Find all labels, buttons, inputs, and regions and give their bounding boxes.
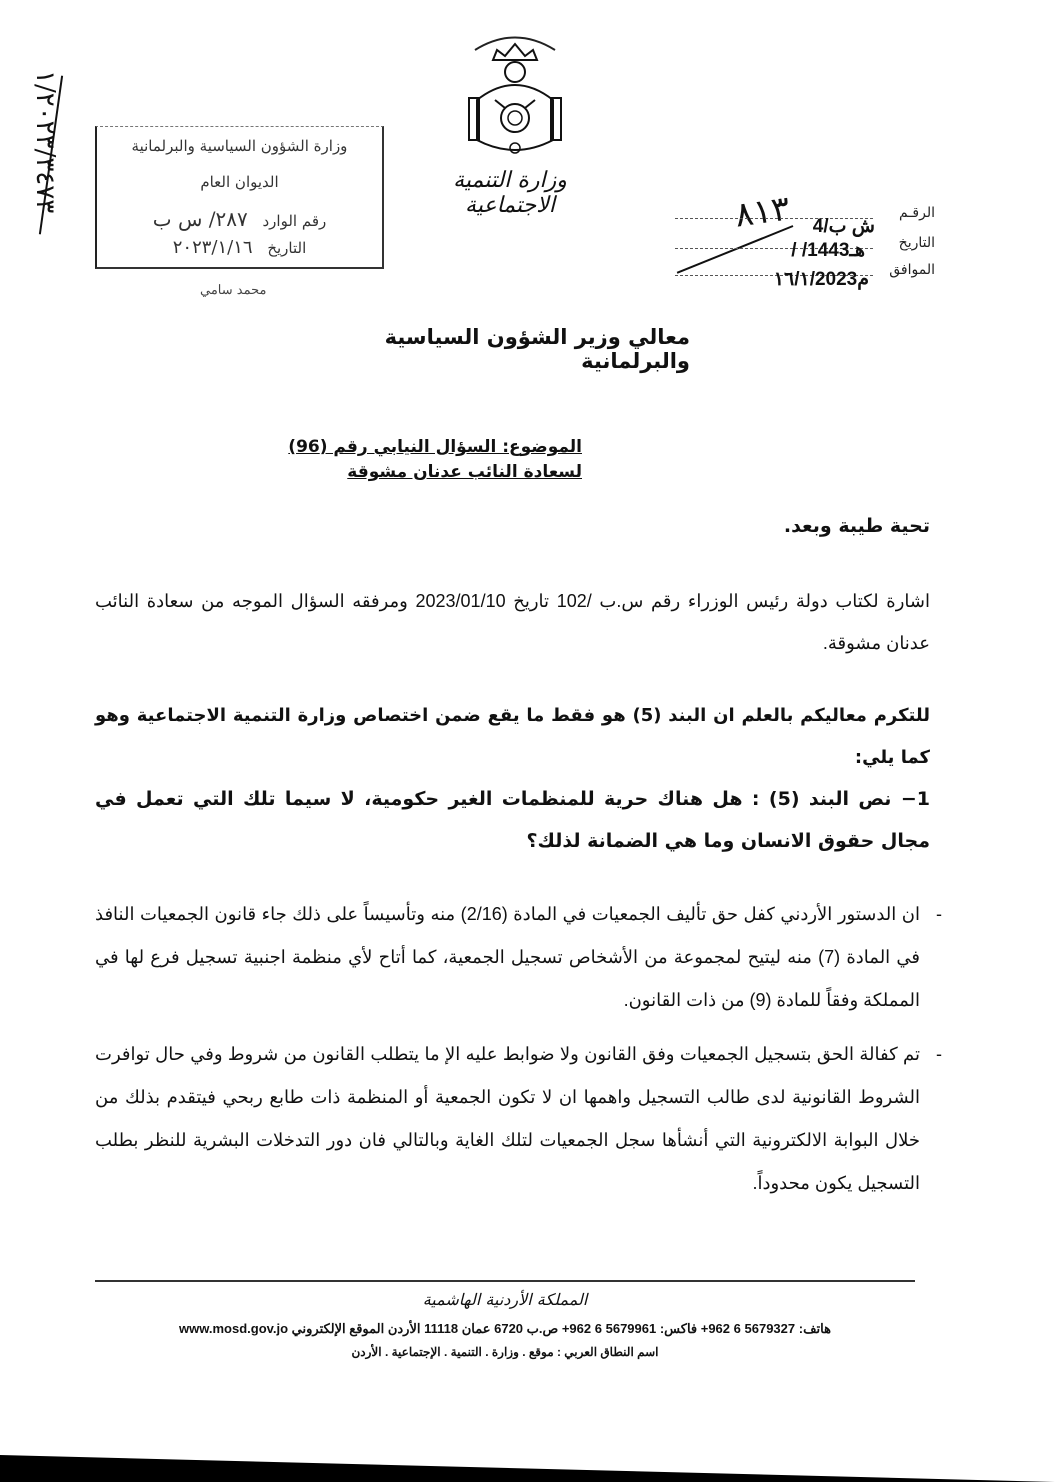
hijri-date-row — [675, 235, 935, 261]
item-text: نص البند (5) : هل هناك حرية للمنظمات الغير حكومية، لا سيما تلك التي تعمل في مجال حقوق الانسان وما هي الضمانة لذلك؟ — [95, 788, 930, 852]
stamp-date-label: التاريخ — [267, 239, 307, 257]
recipient: معالي وزير الشؤون السياسية والبرلمانية — [384, 325, 690, 373]
stamp-ministry: وزارة الشؤون السياسية والبرلمانية — [131, 137, 348, 155]
stamp-incoming-label: رقم الوارد — [262, 212, 327, 230]
paragraph-scope: للتكرم معاليكم بالعلم ان البند (5) هو فقط ما يقع ضمن اختصاص وزارة التنمية الاجتماعية وهو كما يلي: — [95, 705, 931, 768]
bullet-text: تم كفالة الحق بتسجيل الجمعيات وفق القانون ولا ضوابط عليه الإ ما يتطلب القانون من شروط وفي حال توافرت الشروط القانونية لدى طالب التسجيل واهمها ان لا تكون الجمعية أو المنظمة ذات طابع ربحي فيتقدم بذلك من خلال البوابة الالكترونية التي أنشأها سجل الجمعيات لتلك الغاية وبالتالي فان دور التدخلات البشرية للنظر بطلب التسجيل يكون محدوداً. — [95, 1044, 920, 1193]
stamp-incoming-value: ٢٨٧/ س ب — [152, 207, 248, 231]
date-label: التاريخ — [898, 235, 935, 251]
subject-line-2: لسعادة النائب عدنان مشوقة — [347, 462, 582, 482]
greeting: تحية طيبة وبعد. — [783, 515, 930, 537]
stamp-office: الديوان العام — [200, 173, 279, 191]
footer-contact: هاتف: 5679327 6 962+ فاكس: 5679961 6 962+ ص.ب 6720 عمان 11118 الأردن الموقع الإلكتروني www.mosd.gov.jo — [179, 1321, 831, 1336]
bullet-item — [95, 1033, 942, 1205]
handwritten-reference-number: ٨١٣ — [732, 188, 793, 236]
subject — [270, 435, 582, 485]
paragraph-reference: اشارة لكتاب دولة رئيس الوزراء رقم س.ب /102 تاريخ 2023/01/10 ومرفقه السؤال الموجه من سعادة النائب عدنان مشوقة. — [95, 591, 930, 653]
jordan-coat-of-arms-icon — [455, 20, 575, 170]
incoming-mail-stamp — [95, 126, 384, 269]
ministry-name: وزارة التنمية الاجتماعية — [453, 168, 567, 218]
gregorian-label: الموافق — [889, 262, 935, 278]
numbered-item-1 — [95, 778, 930, 862]
subject-line-1: الموضوع: السؤال النيابي رقم (96) — [288, 437, 582, 457]
hijri-date-value: / /1443هـ — [791, 240, 865, 261]
bullet-dash: - — [936, 904, 942, 924]
stamp-signature: محمد سامي — [200, 283, 267, 298]
reference-number-label: الرقـم — [899, 205, 935, 221]
reference-number-value: ش ب/4 — [812, 216, 875, 237]
item-number: 1− — [900, 788, 930, 810]
bullet-dash: - — [936, 1044, 942, 1064]
bullet-item — [95, 893, 942, 1022]
footer-divider — [95, 1280, 915, 1282]
gregorian-date-value: ١٦/١/2023م — [773, 269, 869, 290]
stamp-incoming-number — [107, 207, 372, 231]
footer-arabic-domain: اسم النطاق العربي : موقع . وزارة . التنمية . الإجتماعية . الأردن — [351, 1345, 659, 1359]
stamp-date-value: ٢٠٢٣/١/١٦ — [172, 237, 253, 258]
scan-edge-shadow — [0, 1400, 1055, 1482]
side-handwritten-number: ١/٢٠٢٣/٣٤٧٣ — [30, 70, 60, 214]
bullet-text: ان الدستور الأردني كفل حق تأليف الجمعيات في المادة (2/16) منه وتأسيساً على ذلك جاء قانون الجمعيات النافذ في المادة (7) منه ليتيح لمجموعة من الأشخاص تسجيل الجمعية، كما أتاح لأي منظمة اجنبية تسجيل فرع لها في المملكة وفقاً للمادة (9) من ذات القانون. — [95, 904, 921, 1010]
stamp-date — [107, 237, 372, 258]
footer-kingdom: المملكة الأردنية الهاشمية — [422, 1290, 588, 1309]
gregorian-date-row — [675, 262, 935, 290]
